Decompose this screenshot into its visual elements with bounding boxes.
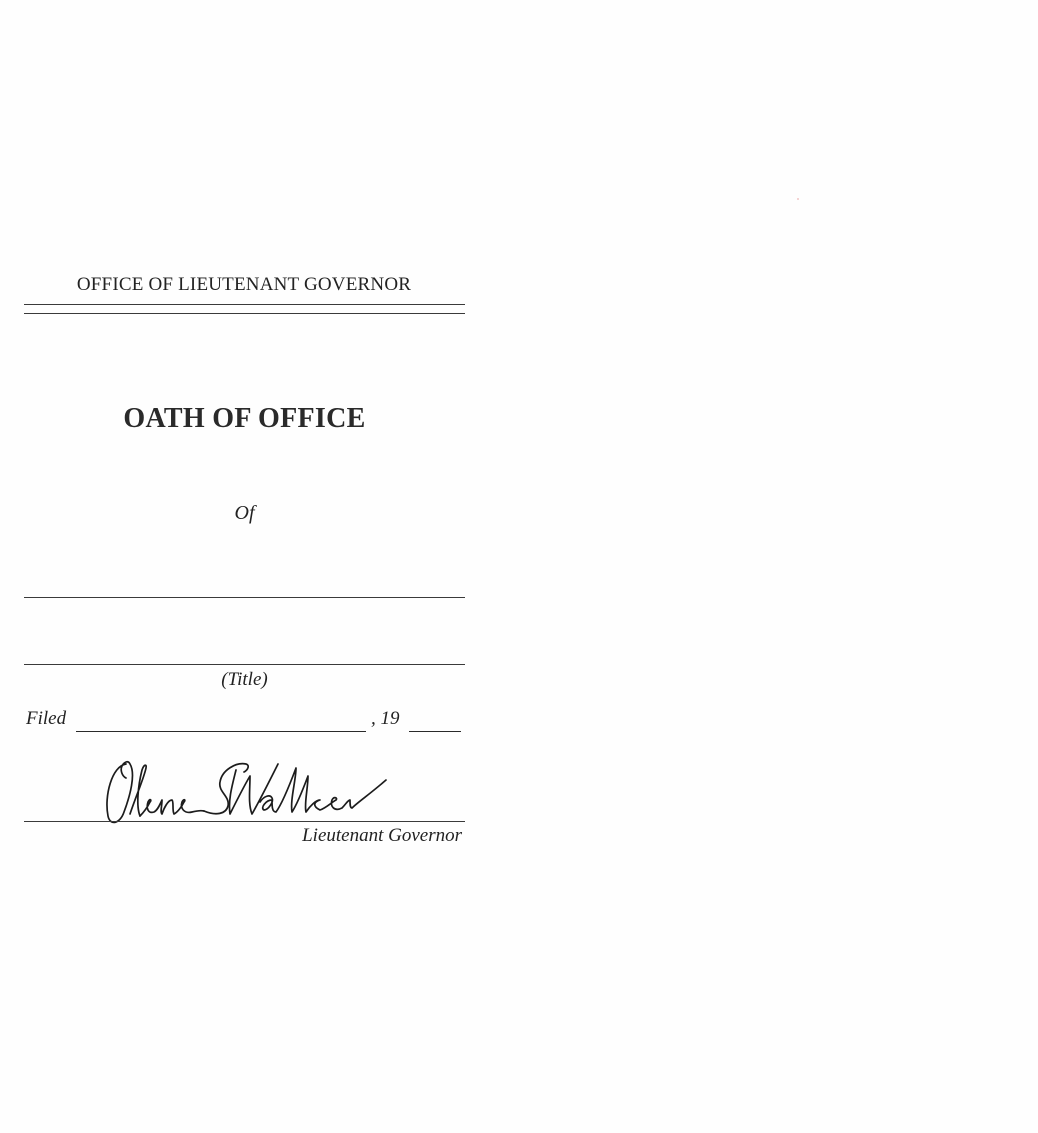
signature-line	[24, 821, 465, 822]
title-blank-line	[24, 664, 465, 665]
name-blank-line	[24, 597, 465, 598]
office-header: OFFICE OF LIEUTENANT GOVERNOR	[76, 274, 412, 295]
signature-caption: Lieutenant Governor	[302, 825, 462, 846]
document-title: OATH OF OFFICE	[123, 403, 366, 434]
header-rule-lower	[24, 313, 465, 314]
of-label: Of	[234, 502, 255, 524]
paper-speck	[797, 198, 799, 200]
filed-date-blank-line	[76, 731, 366, 732]
header-rule-upper	[24, 304, 465, 305]
filed-row	[26, 708, 466, 734]
year-blank-line	[409, 731, 461, 732]
year-label: , 19	[371, 708, 400, 729]
handwritten-signature	[100, 756, 392, 828]
filed-label: Filed	[26, 708, 67, 729]
title-caption: (Title)	[221, 669, 268, 690]
